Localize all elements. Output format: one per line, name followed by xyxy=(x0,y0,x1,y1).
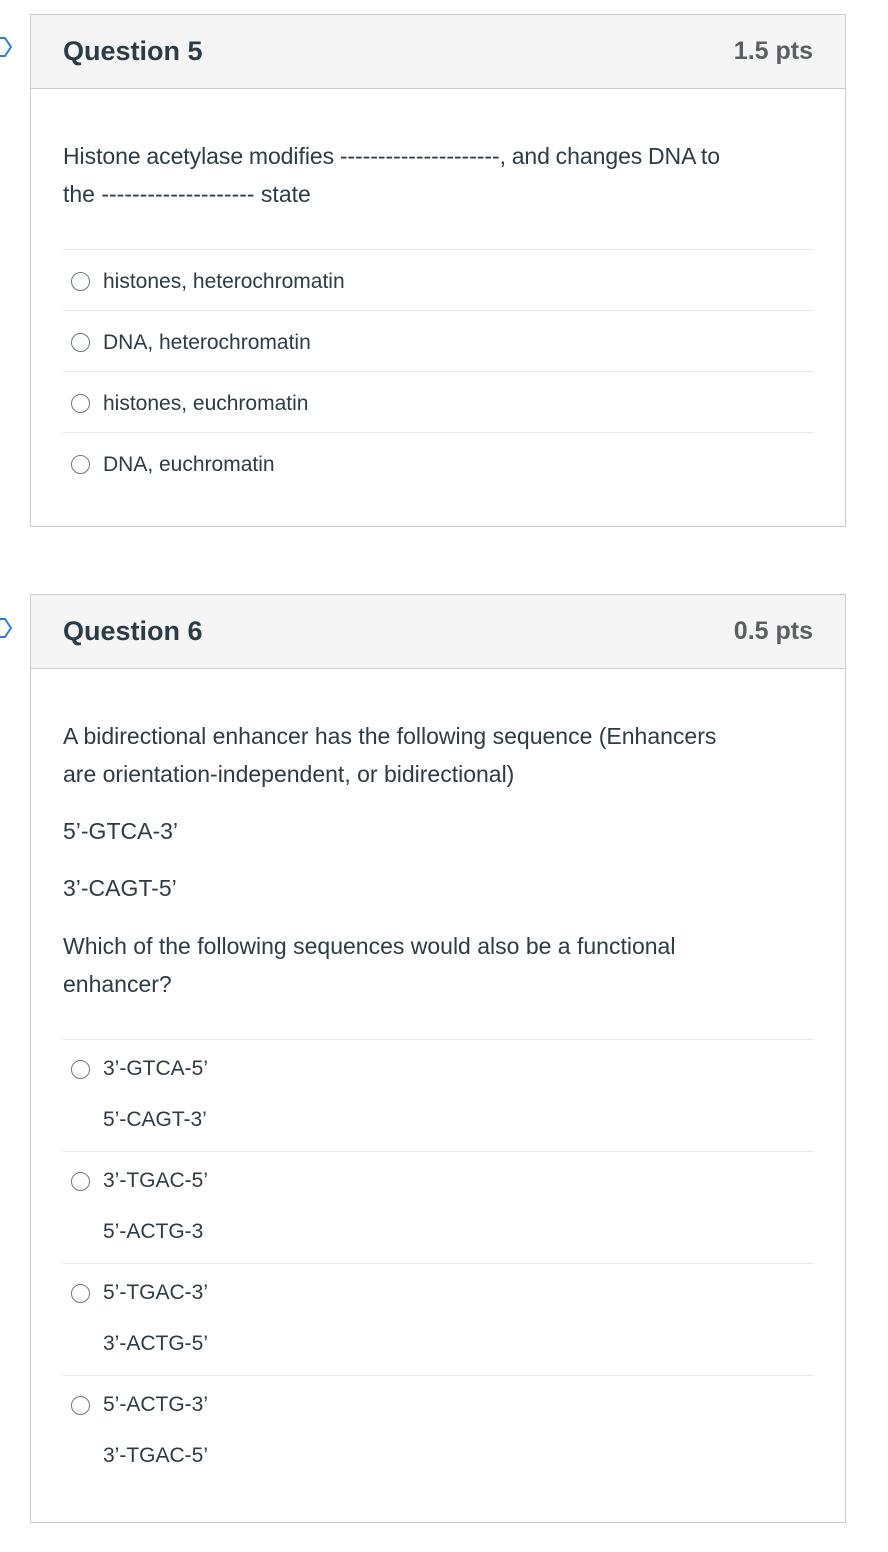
question-text-line: Which of the following sequences would also be a functional xyxy=(63,933,676,959)
radio-unchecked-icon[interactable] xyxy=(71,1284,90,1303)
answer-option[interactable] xyxy=(63,1040,813,1152)
answer-line: 5’-ACTG-3 xyxy=(103,1220,204,1243)
answer-label xyxy=(103,1056,208,1133)
question-body xyxy=(31,89,845,494)
radio-unchecked-icon[interactable] xyxy=(71,272,90,291)
radio-unchecked-icon[interactable] xyxy=(71,1396,90,1415)
answer-label: DNA, heterochromatin xyxy=(103,331,311,354)
answer-label xyxy=(103,1392,208,1469)
question-body xyxy=(31,669,845,1488)
answer-option[interactable] xyxy=(63,250,813,311)
question-title: Question 5 xyxy=(63,36,203,66)
question-6 xyxy=(30,594,846,1523)
answer-label xyxy=(103,1280,208,1357)
question-header xyxy=(31,15,845,89)
question-text xyxy=(63,927,813,1003)
answer-line: 5’-CAGT-3’ xyxy=(103,1108,207,1131)
answer-label: DNA, euchromatin xyxy=(103,453,275,476)
question-text-line: enhancer? xyxy=(63,971,172,997)
answer-line: 3’-TGAC-5’ xyxy=(103,1169,209,1192)
answer-label: histones, heterochromatin xyxy=(103,270,345,293)
question-text xyxy=(63,137,813,213)
answer-option[interactable] xyxy=(63,1264,813,1376)
radio-unchecked-icon[interactable] xyxy=(71,455,90,474)
answer-label xyxy=(103,1168,208,1245)
question-5 xyxy=(30,14,846,527)
answer-line: 5’-TGAC-3’ xyxy=(103,1281,209,1304)
question-points: 0.5 pts xyxy=(733,617,813,645)
bookmark-flag-icon[interactable] xyxy=(0,36,12,58)
radio-unchecked-icon[interactable] xyxy=(71,333,90,352)
question-text-line: the -------------------- state xyxy=(63,181,311,207)
answer-list xyxy=(63,249,813,494)
answer-label: histones, euchromatin xyxy=(103,392,309,415)
question-text-line: A bidirectional enhancer has the following sequence (Enhancers xyxy=(63,723,717,749)
answer-line: 3’-TGAC-5’ xyxy=(103,1444,209,1467)
bookmark-flag-icon[interactable] xyxy=(0,617,12,639)
answer-option[interactable] xyxy=(63,433,813,494)
radio-unchecked-icon[interactable] xyxy=(71,394,90,413)
answer-line: 3’-ACTG-5’ xyxy=(103,1332,209,1355)
answer-line: 5’-ACTG-3’ xyxy=(103,1393,209,1416)
answer-option[interactable] xyxy=(63,1152,813,1264)
question-header xyxy=(31,595,845,669)
radio-unchecked-icon[interactable] xyxy=(71,1172,90,1191)
answer-option[interactable] xyxy=(63,1376,813,1488)
radio-unchecked-icon[interactable] xyxy=(71,1060,90,1079)
question-points: 1.5 pts xyxy=(733,37,813,65)
question-text-line: are orientation-independent, or bidirectional) xyxy=(63,761,515,787)
question-text xyxy=(63,717,813,793)
sequence-bottom: 3’-CAGT-5’ xyxy=(63,875,177,901)
answer-option[interactable] xyxy=(63,311,813,372)
question-title: Question 6 xyxy=(63,616,203,646)
answer-line: 3’-GTCA-5’ xyxy=(103,1057,209,1080)
answer-list xyxy=(63,1039,813,1488)
question-text-line: Histone acetylase modifies ---------------------, and changes DNA to xyxy=(63,143,720,169)
sequence-top: 5’-GTCA-3’ xyxy=(63,818,179,844)
answer-option[interactable] xyxy=(63,372,813,433)
